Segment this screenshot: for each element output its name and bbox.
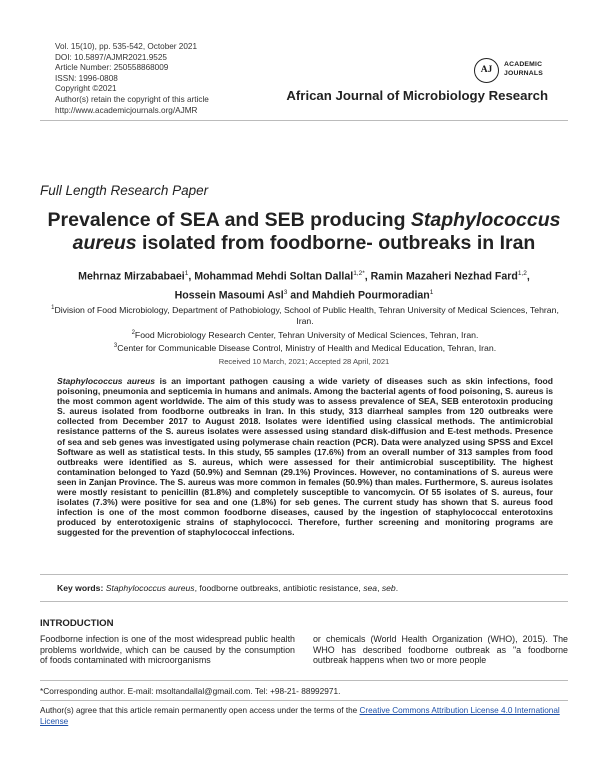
logo-wordmark xyxy=(504,61,543,78)
intro-column-right: or chemicals (World Health Organization (WHO), 2015). The WHO has described foodborne outbreak as "a foodborne outbreak happens when two or more people xyxy=(313,634,568,666)
author-affiliation-mark: 3 xyxy=(283,288,288,296)
author-name: Mehrnaz Mirzababaei xyxy=(78,270,185,283)
academic-journals-logo xyxy=(474,58,554,84)
license-text: Author(s) agree that this article remain permanently open access under the terms of the xyxy=(40,706,360,715)
received-accepted-dates: Received 10 March, 2021; Accepted 28 April, 2021 xyxy=(218,357,390,366)
meta-issn: ISSN: 1996-0808 xyxy=(55,73,118,83)
author-affiliation-mark: 1,2 xyxy=(517,270,527,277)
affiliation-item: $^2$Food Microbiology Research Center, Tehran University of Medical Sciences, Tehran, Iran. xyxy=(131,329,479,340)
meta-url[interactable]: http://www.academicjournals.org/AJMR xyxy=(55,105,198,115)
logo-line-1: ACADEMIC xyxy=(504,61,543,68)
aj-logo-icon: AJ xyxy=(474,58,499,83)
author-affiliation-mark: 1 xyxy=(184,270,189,277)
meta-copyright: Copyright ©2021 xyxy=(55,84,117,94)
meta-rights: Author(s) retain the copyright of this article xyxy=(55,94,209,104)
author-affiliation-mark: 1 xyxy=(429,288,434,296)
meta-volume: Vol. 15(10), pp. 535-542, October 2021 xyxy=(55,42,198,51)
paper-title xyxy=(40,209,568,255)
logo-line-2: JOURNALS xyxy=(504,69,543,77)
affiliation-item: $^3$Center for Communicable Disease Control, Ministry of Health and Medical Education, Tehran, Iran. xyxy=(113,342,497,353)
header-divider xyxy=(40,120,568,121)
footnote-divider xyxy=(40,680,568,681)
section-heading-introduction: INTRODUCTION xyxy=(40,618,114,629)
article-metadata xyxy=(55,42,209,116)
abstract-top-divider xyxy=(40,574,568,575)
affiliation-item: $^1$Division of Food Microbiology, Department of Pathobiology, School of Public Health, Tehran University of Medical Sciences, Tehran, Iran. xyxy=(51,304,559,327)
keywords-divider xyxy=(40,601,568,602)
author-list: Mehrnaz Mirzababaei$^1$, Mohammad Mehdi Soltan Dallal$^{1,2*}$, Ramin Mazaheri Nezhad Fard$^{1,2}$, Hossein Masoumi Asl$^3$ and Mahdieh Pourmoradian$^1$ xyxy=(78,270,530,302)
title-part-2: isolated from foodborne- outbreaks in Iran xyxy=(136,232,536,254)
abstract-lead-italic: Staphylococcus aureus xyxy=(57,376,156,386)
author-name: Mahdieh Pourmoradian xyxy=(312,289,430,302)
paper-type: Full Length Research Paper xyxy=(40,183,209,198)
abstract-body: is an important pathogen causing a wide variety of diseases such as skin infections, food poisoning, pneumonia and septicemia in humans and animals. Among the bacterial agents of food poisoning, S. aureus is the most common agent worldwide. The aim of this study was to assess prevalence of SEA, SEB enterotoxin producing S. aureus isolated from foodborne outbreaks in Iran. In this study, 313 diarrheal samples from 120 outbreaks were collected from December 2017 to August 2018. Isolates were identified using classical methods. The antimicrobial resistance patterns of the S. aureus isolates were assessed using standard disk-diffusion and E-test methods. Presence of sea and seb genes was investigated using polymerase chain reaction (PCR). Data were analyzed using SPSS and Excel Software as well as statistical tests. In this study, 55 samples (17.6%) from an overall number of 313 samples from food outbreaks were identified as S. aureus, which were assessed for their antimicrobial susceptibility. The highest contamination belonged to Yazd (50.9%) and Semnan (29.1%) Provinces. However, no contaminations of S. aureus were seen in Zanjan Province. The S. aureus was more common in females (50.9%) than males. Furthermore, S. aureus isolates were mostly resistant to penicillin (81.8%) and completely susceptible to vancomycin. Of 55 isolates of S. aureus, four isolates (7.3%) were positive for sea and one (1.8%) for seb genes. The current study has shown that S. aureus food infection is one of the most common foodborne diseases, caused by the ingestion of staphylococcal enterotoxins produced by enterotoxigenic strains of staphylococci. Therefore, further screening and monitoring programs are suggested for the prevention of staphylococcal infections. xyxy=(57,376,554,538)
abstract xyxy=(57,376,553,538)
author-name: Hossein Masoumi Asl xyxy=(174,289,284,302)
author-name: Mohammad Mehdi Soltan Dallal xyxy=(194,270,354,283)
meta-article-number: Article Number: 250558868009 xyxy=(55,63,169,73)
meta-doi: DOI: 10.5897/AJMR2021.9525 xyxy=(55,52,167,62)
author-affiliation-mark: 1,2* xyxy=(353,270,365,277)
title-part-1: Prevalence of SEA and SEB producing xyxy=(47,209,411,231)
license-divider xyxy=(40,700,568,701)
intro-column-left: Foodborne infection is one of the most widespread public health problems worldwide, which can be caused by the consumption of foods contaminated with microorganisms xyxy=(40,634,295,666)
title-italic: Staphylococcus aureus xyxy=(72,209,561,254)
keywords-label: Key words: xyxy=(57,583,104,593)
affiliations xyxy=(44,303,566,354)
author-name: Ramin Mazaheri Nezhad Fard xyxy=(370,270,518,283)
license-statement xyxy=(40,706,568,727)
keywords: Key words: Staphylococcus aureus, foodborne outbreaks, antibiotic resistance, sea, seb. xyxy=(57,583,399,593)
license-link[interactable]: Creative Commons Attribution License 4.0 International License xyxy=(40,706,560,726)
corresponding-author-note: *Corresponding author. E-mail: msoltandallal@gmail.com. Tel: +98-21- 88992971. xyxy=(40,686,341,696)
journal-name: African Journal of Microbiology Research xyxy=(286,88,548,103)
